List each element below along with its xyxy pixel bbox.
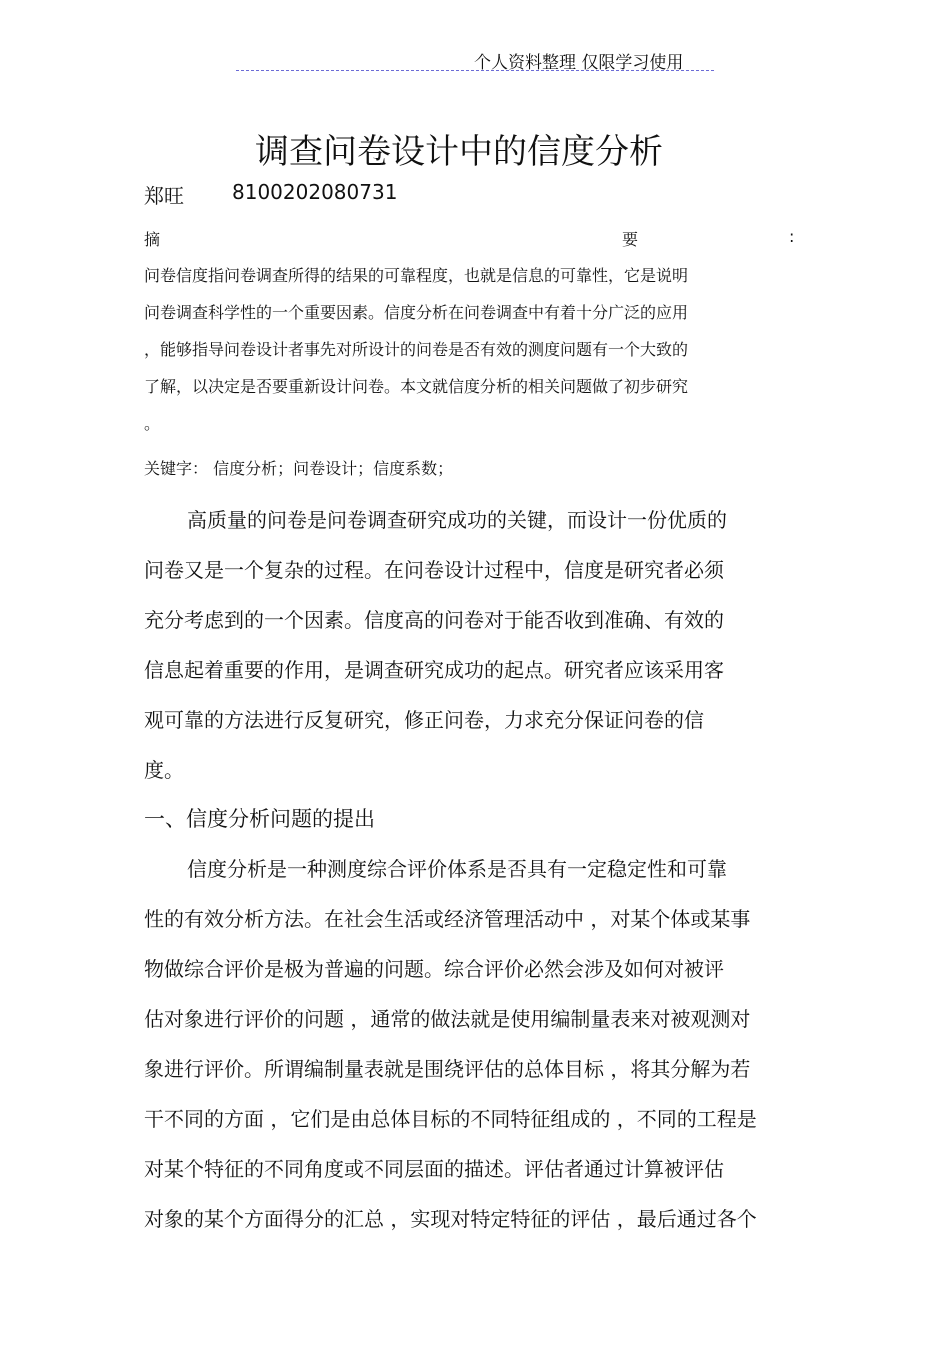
page-header-text: 个人资料整理 仅限学习使用 — [474, 53, 684, 73]
section-heading: 一、信度分析问题的提出 — [144, 807, 375, 831]
author-id: 8100202080731 — [232, 180, 398, 204]
paragraph-line: 干不同的方面 ，它们是由总体目标的不同特征组成的 ，不同的工程是 — [144, 1107, 757, 1131]
paragraph-line: 对某个特征的不同角度或不同层面的描述。评估者通过计算被评估 — [144, 1157, 724, 1181]
paragraph-line: 信息起着重要的作用，是调查研究成功的起点。研究者应该采用客 — [144, 658, 724, 682]
paragraph-line: 信度分析是一种测度综合评价体系是否具有一定稳定性和可靠 — [187, 857, 727, 881]
paragraph-line: 度。 — [144, 758, 184, 782]
paragraph-line: 充分考虑到的一个因素。信度高的问卷对于能否收到准确、有效的 — [144, 608, 724, 632]
paragraph-line: 象进行评价。所谓编制量表就是围绕评估的总体目标 ，将其分解为若 — [144, 1057, 751, 1081]
author-name: 郑旺 — [144, 184, 184, 208]
header-divider — [236, 70, 714, 71]
abstract-label-char: 摘 — [144, 230, 161, 249]
abstract-line: 了解，以决定是否要重新设计问卷。本文就信度分析的相关问题做了初步研究 — [144, 377, 689, 396]
paragraph-line: 物做综合评价是极为普遍的问题。综合评价必然会涉及如何对被评 — [144, 957, 724, 981]
abstract-label-char: : — [789, 227, 795, 246]
paragraph-line: 观可靠的方法进行反复研究，修正问卷，力求充分保证问卷的信 — [144, 708, 704, 732]
abstract-line: 问卷调查科学性的一个重要因素。信度分析在问卷调查中有着十分广泛的应用 — [144, 303, 689, 322]
document-title: 调查问卷设计中的信度分析 — [255, 132, 663, 172]
paragraph-line: 对象的某个方面得分的汇总 ，实现对特定特征的评估 ，最后通过各个 — [144, 1207, 757, 1231]
abstract-label-char: 要 — [622, 230, 639, 249]
paragraph-line: 性的有效分析方法。在社会生活或经济管理活动中 ，对某个体或某事 — [144, 907, 751, 931]
paragraph-line: 问卷又是一个复杂的过程。在问卷设计过程中，信度是研究者必须 — [144, 558, 724, 582]
keywords: 关键字： 信度分析；问卷设计；信度系数； — [144, 459, 454, 478]
paragraph-line: 高质量的问卷是问卷调查研究成功的关键，而设计一份优质的 — [187, 508, 727, 532]
abstract-line: 。 — [144, 414, 161, 433]
abstract-line: ，能够指导问卷设计者事先对所设计的问卷是否有效的测度问题有一个大致的 — [144, 340, 689, 359]
abstract-line: 问卷信度指问卷调查所得的结果的可靠程度，也就是信息的可靠性，它是说明 — [144, 266, 689, 285]
paragraph-line: 估对象进行评价的问题 ，通常的做法就是使用编制量表来对被观测对 — [144, 1007, 751, 1031]
